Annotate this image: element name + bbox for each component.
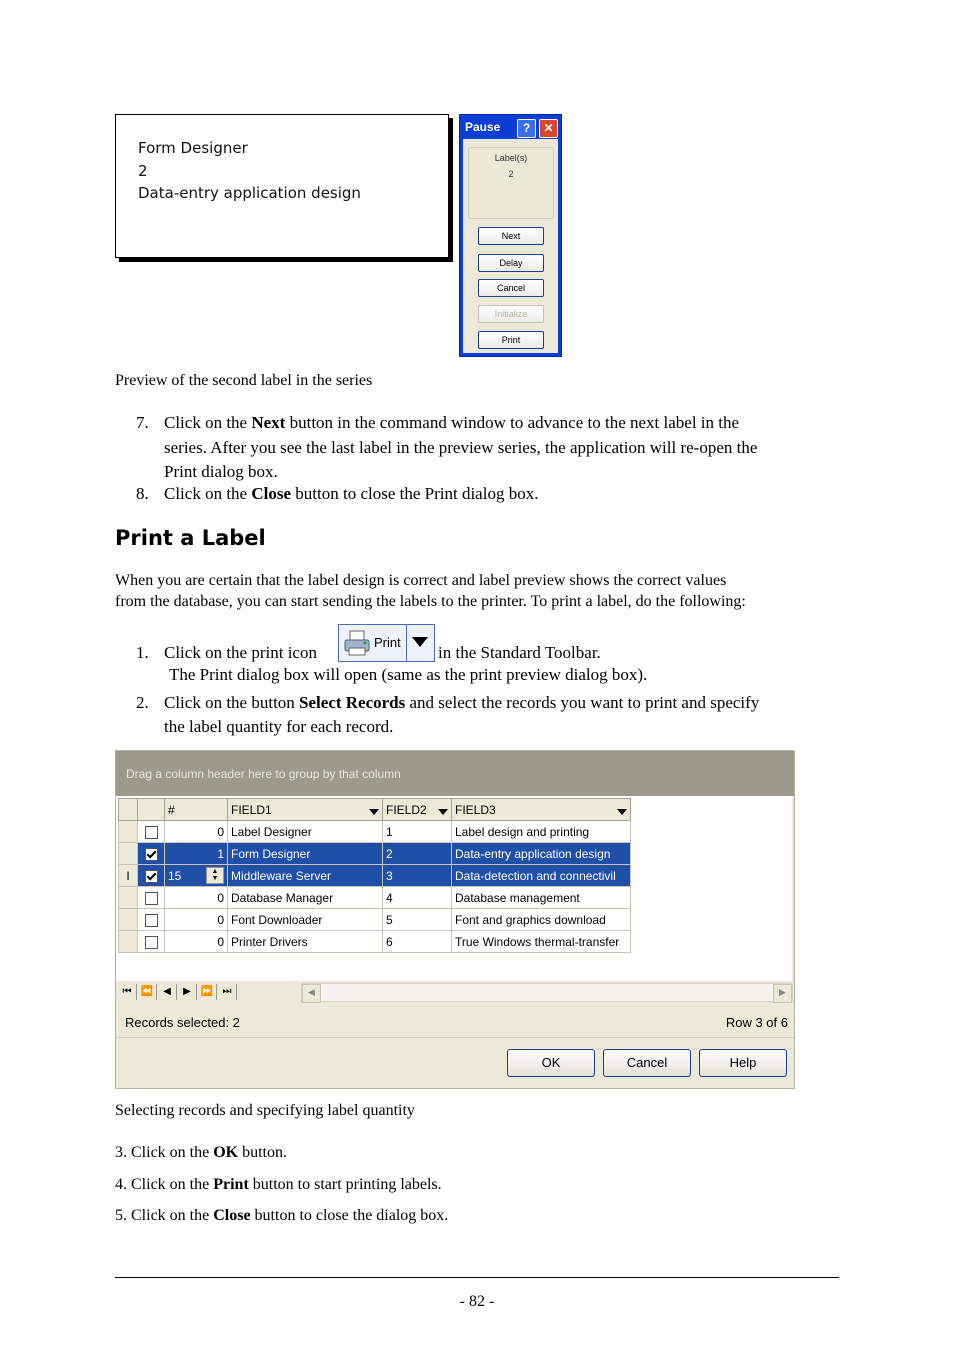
initialize-button: Initialize	[478, 305, 544, 323]
quantity-cell[interactable]: 0	[165, 931, 228, 953]
next-button[interactable]: Next	[478, 227, 544, 245]
horizontal-scrollbar[interactable]	[301, 983, 793, 1002]
field2-cell[interactable]: 2	[383, 843, 452, 865]
chevron-down-icon[interactable]	[438, 809, 448, 815]
table-row[interactable]	[119, 843, 631, 865]
print-button[interactable]: Print	[478, 331, 544, 349]
row-indicator	[119, 931, 138, 953]
spin-arrows-icon[interactable]: ▲ ▼	[206, 867, 224, 884]
previous-record-icon[interactable]: ◀	[158, 984, 177, 1000]
step-4	[115, 1173, 442, 1197]
table-row[interactable]	[119, 887, 631, 909]
step-3-text-end: button.	[238, 1144, 287, 1161]
step-7-cont2: Print dialog box.	[164, 462, 278, 481]
first-record-icon[interactable]: ⏮	[118, 984, 137, 1000]
intro-line-2: from the database, you can start sending the labels to the printer. To print a label, do the following:	[115, 593, 746, 610]
table-row[interactable]	[119, 821, 631, 843]
field1-cell[interactable]: Database Manager	[228, 887, 383, 909]
field3-cell[interactable]: Data-entry application design	[452, 843, 631, 865]
select-checkbox-cell[interactable]	[138, 865, 165, 887]
table-row[interactable]	[119, 865, 631, 887]
table-row[interactable]	[119, 909, 631, 931]
header-row	[119, 799, 631, 821]
scroll-right-icon[interactable]: ▶	[773, 984, 792, 1003]
step-8-text: Click on the	[164, 484, 252, 503]
step-5-bold: Close	[213, 1207, 251, 1224]
chevron-down-icon[interactable]	[412, 637, 428, 647]
page-number: - 82 -	[459, 1293, 495, 1310]
quantity-cell[interactable]: 0	[165, 821, 228, 843]
label-line-1: Form Designer	[138, 139, 248, 157]
print-button-divider	[406, 625, 407, 661]
group-by-panel[interactable]	[116, 751, 794, 796]
labels-caption: Label(s)	[494, 153, 528, 163]
select-checkbox[interactable]	[145, 848, 158, 861]
last-record-icon[interactable]: ⏭	[218, 984, 237, 1000]
step-2-bold: Select Records	[299, 693, 406, 712]
row-indicator	[119, 887, 138, 909]
field1-cell[interactable]: Middleware Server	[228, 865, 383, 887]
step-8-bold: Close	[251, 484, 292, 503]
printer-icon	[342, 628, 372, 658]
group-by-hint: Drag a column header here to group by that column	[126, 767, 401, 781]
quantity-value: 15	[168, 868, 182, 883]
labels-group	[468, 147, 554, 219]
quantity-cell[interactable]: 0	[165, 887, 228, 909]
step-8-text-end: button to close the Print dialog box.	[291, 484, 539, 503]
field3-label: FIELD3	[455, 802, 496, 817]
step-7-bold: Next	[251, 413, 286, 432]
field1-label: FIELD1	[231, 802, 272, 817]
field1-cell[interactable]: Form Designer	[228, 843, 383, 865]
select-checkbox[interactable]	[145, 870, 158, 883]
intro-line-1: When you are certain that the label design is correct and label preview shows the correct values	[115, 572, 727, 589]
field3-cell[interactable]: Data-detection and connectivil	[452, 865, 631, 887]
help-button[interactable]: Help	[699, 1049, 787, 1077]
label-preview	[115, 114, 449, 258]
step-7-text-end: button in the command window to advance to the next label in the	[285, 413, 740, 432]
scroll-left-icon[interactable]: ◀	[302, 984, 321, 1003]
print-toolbar-label: Print	[374, 635, 401, 650]
labels-count: 2	[508, 169, 514, 179]
step-2-cont: the label quantity for each record.	[164, 717, 394, 736]
help-icon[interactable]: ?	[517, 119, 536, 138]
field3-cell[interactable]: Label design and printing	[452, 821, 631, 843]
cancel-button[interactable]: Cancel	[603, 1049, 691, 1077]
select-checkbox[interactable]	[145, 936, 158, 949]
step-3	[115, 1141, 287, 1165]
step-8	[164, 482, 538, 506]
select-checkbox-cell[interactable]	[138, 821, 165, 843]
step-7	[164, 411, 844, 435]
step-1-number: 1.	[136, 643, 149, 662]
ok-button[interactable]: OK	[507, 1049, 595, 1077]
select-checkbox[interactable]	[145, 914, 158, 927]
next-record-icon[interactable]: ▶	[178, 984, 197, 1000]
field2-cell[interactable]: 1	[383, 821, 452, 843]
step-2-text-end: and select the records you want to print and specify	[405, 693, 760, 712]
footer-rule	[115, 1277, 839, 1278]
step-5	[115, 1204, 448, 1228]
row-indicator-header	[119, 799, 138, 821]
quantity-cell[interactable]: 0	[165, 909, 228, 931]
step-5-text-end: button to close the dialog box.	[250, 1207, 449, 1224]
select-records-dialog	[115, 750, 795, 1089]
step-8-number: 8.	[136, 484, 149, 503]
field2-cell[interactable]: 5	[383, 909, 452, 931]
select-checkbox-cell[interactable]	[138, 887, 165, 909]
step-1-sub: The Print dialog box will open (same as the print preview dialog box).	[169, 665, 648, 684]
chevron-down-icon[interactable]	[617, 809, 627, 815]
pause-titlebar	[460, 115, 561, 139]
field1-cell[interactable]: Printer Drivers	[228, 931, 383, 953]
step-4-text-end: button to start printing labels.	[248, 1176, 442, 1193]
delay-button[interactable]: Delay	[478, 254, 544, 272]
column-header-field2[interactable]	[383, 799, 452, 821]
step-3-bold: OK	[213, 1144, 239, 1161]
pause-body	[463, 139, 558, 353]
close-icon[interactable]: ✕	[539, 119, 558, 138]
records-selected: Records selected: 2	[125, 1015, 240, 1030]
step-2-number: 2.	[136, 693, 149, 712]
step-5-text: 5. Click on the	[115, 1207, 214, 1224]
caption-preview: Preview of the second label in the series	[115, 372, 373, 389]
select-checkbox[interactable]	[145, 892, 158, 905]
label-line-2: 2	[138, 162, 148, 180]
field2-label: FIELD2	[386, 802, 427, 817]
records-grid	[116, 796, 792, 981]
status-line	[116, 1009, 794, 1038]
select-checkbox[interactable]	[145, 826, 158, 839]
records-table	[118, 798, 631, 953]
column-header-field1[interactable]	[228, 799, 383, 821]
column-header-qty[interactable]: #	[165, 799, 228, 821]
chevron-down-icon[interactable]	[369, 809, 379, 815]
quantity-cell[interactable]: 1	[165, 843, 228, 865]
step-4-text: 4. Click on the	[115, 1176, 214, 1193]
label-line-3: Data-entry application design	[138, 184, 361, 202]
row-position: Row 3 of 6	[725, 1015, 788, 1030]
select-checkbox-cell[interactable]	[138, 909, 165, 931]
select-checkbox-cell[interactable]	[138, 843, 165, 865]
step-2	[164, 691, 844, 715]
column-header-field3[interactable]	[452, 799, 631, 821]
field2-cell[interactable]: 6	[383, 931, 452, 953]
next-page-icon[interactable]: ⏩	[198, 984, 217, 1000]
pause-title: Pause	[465, 120, 501, 134]
field2-cell[interactable]: 4	[383, 887, 452, 909]
row-indicator	[119, 909, 138, 931]
section-heading: Print a Label	[115, 526, 266, 550]
row-indicator	[119, 821, 138, 843]
cancel-button[interactable]: Cancel	[478, 279, 544, 297]
field1-cell[interactable]: Font Downloader	[228, 909, 383, 931]
field3-cell[interactable]: Database management	[452, 887, 631, 909]
step-4-bold: Print	[213, 1176, 249, 1193]
navigation-bar	[116, 981, 792, 1003]
step-7-number: 7.	[136, 413, 149, 432]
caption-records: Selecting records and specifying label quantity	[115, 1102, 415, 1119]
check-column-header[interactable]	[138, 799, 165, 821]
field3-cell[interactable]: Font and graphics download	[452, 909, 631, 931]
quantity-stepper[interactable]	[165, 865, 228, 887]
step-7-cont1: series. After you see the last label in the preview series, the application will re-open the	[164, 438, 758, 457]
step-7-text: Click on the	[164, 413, 252, 432]
select-checkbox-cell[interactable]	[138, 931, 165, 953]
step-3-text: 3. Click on the	[115, 1144, 214, 1161]
table-row[interactable]	[119, 931, 631, 953]
step-1-text: Click on the print icon	[164, 643, 317, 662]
field3-cell[interactable]: True Windows thermal-transfer	[452, 931, 631, 953]
row-indicator: I	[119, 865, 138, 887]
field1-cell[interactable]: Label Designer	[228, 821, 383, 843]
step-1-text-end: in the Standard Toolbar.	[438, 643, 601, 662]
row-indicator	[119, 843, 138, 865]
step-2-text: Click on the button	[164, 693, 300, 712]
pause-window	[459, 114, 562, 357]
field2-cell[interactable]: 3	[383, 865, 452, 887]
print-toolbar-button[interactable]	[338, 624, 435, 662]
previous-page-icon[interactable]: ⏪	[138, 984, 157, 1000]
